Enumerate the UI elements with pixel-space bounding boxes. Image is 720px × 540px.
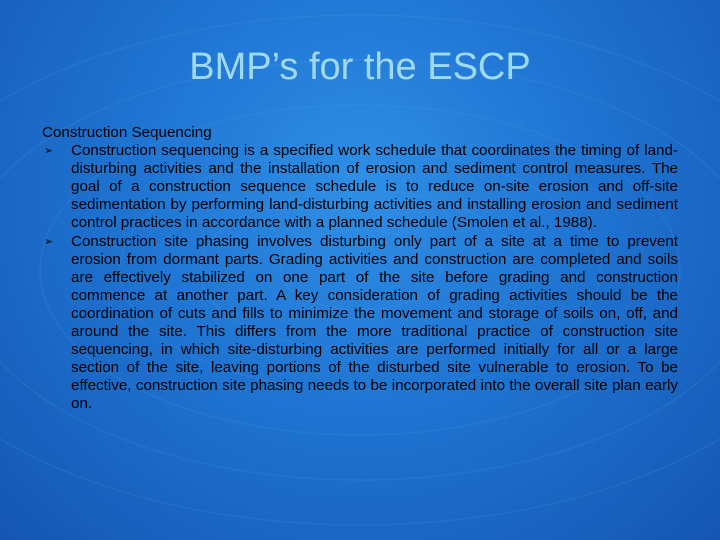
bullet-item [42, 142, 678, 232]
slide-title: BMP’s for the ESCP [189, 46, 531, 88]
bullet-item [42, 233, 678, 414]
section-heading: Construction Sequencing [42, 124, 212, 141]
bullet-text: Construction sequencing is a specified work schedule that coordinates the timing of land-disturbing activities and the installation of erosion and sediment control measures. The goal of a construction sequence schedule is to reduce on-site erosion and off-site sedimentation by performing land-disturbing activities and installing erosion and sediment control practices in accordance with a planned schedule (Smolen et al., 1988). [71, 142, 678, 232]
arrow-bullet-icon: ➢ [44, 235, 54, 248]
arrow-bullet-icon: ➢ [44, 145, 54, 158]
slide-body [42, 124, 678, 414]
bullet-list [42, 142, 678, 413]
bullet-text: Construction site phasing involves disturbing only part of a site at a time to prevent erosion from dormant parts. Grading activities and construction are completed and soils are effectively stabilized on one part of the site before grading and construction commence at another part. A key consideration of grading activities should be the coordination of cuts and fills to minimize the movement and storage of soils on, off, and around the site. This differs from the more traditional practice of construction site sequencing, in which site-disturbing activities are performed initially for all or a large section of the site, leaving portions of the disturbed site vulnerable to erosion. To be effective, construction site phasing needs to be incorporated into the overall site plan early on. [71, 232, 678, 413]
